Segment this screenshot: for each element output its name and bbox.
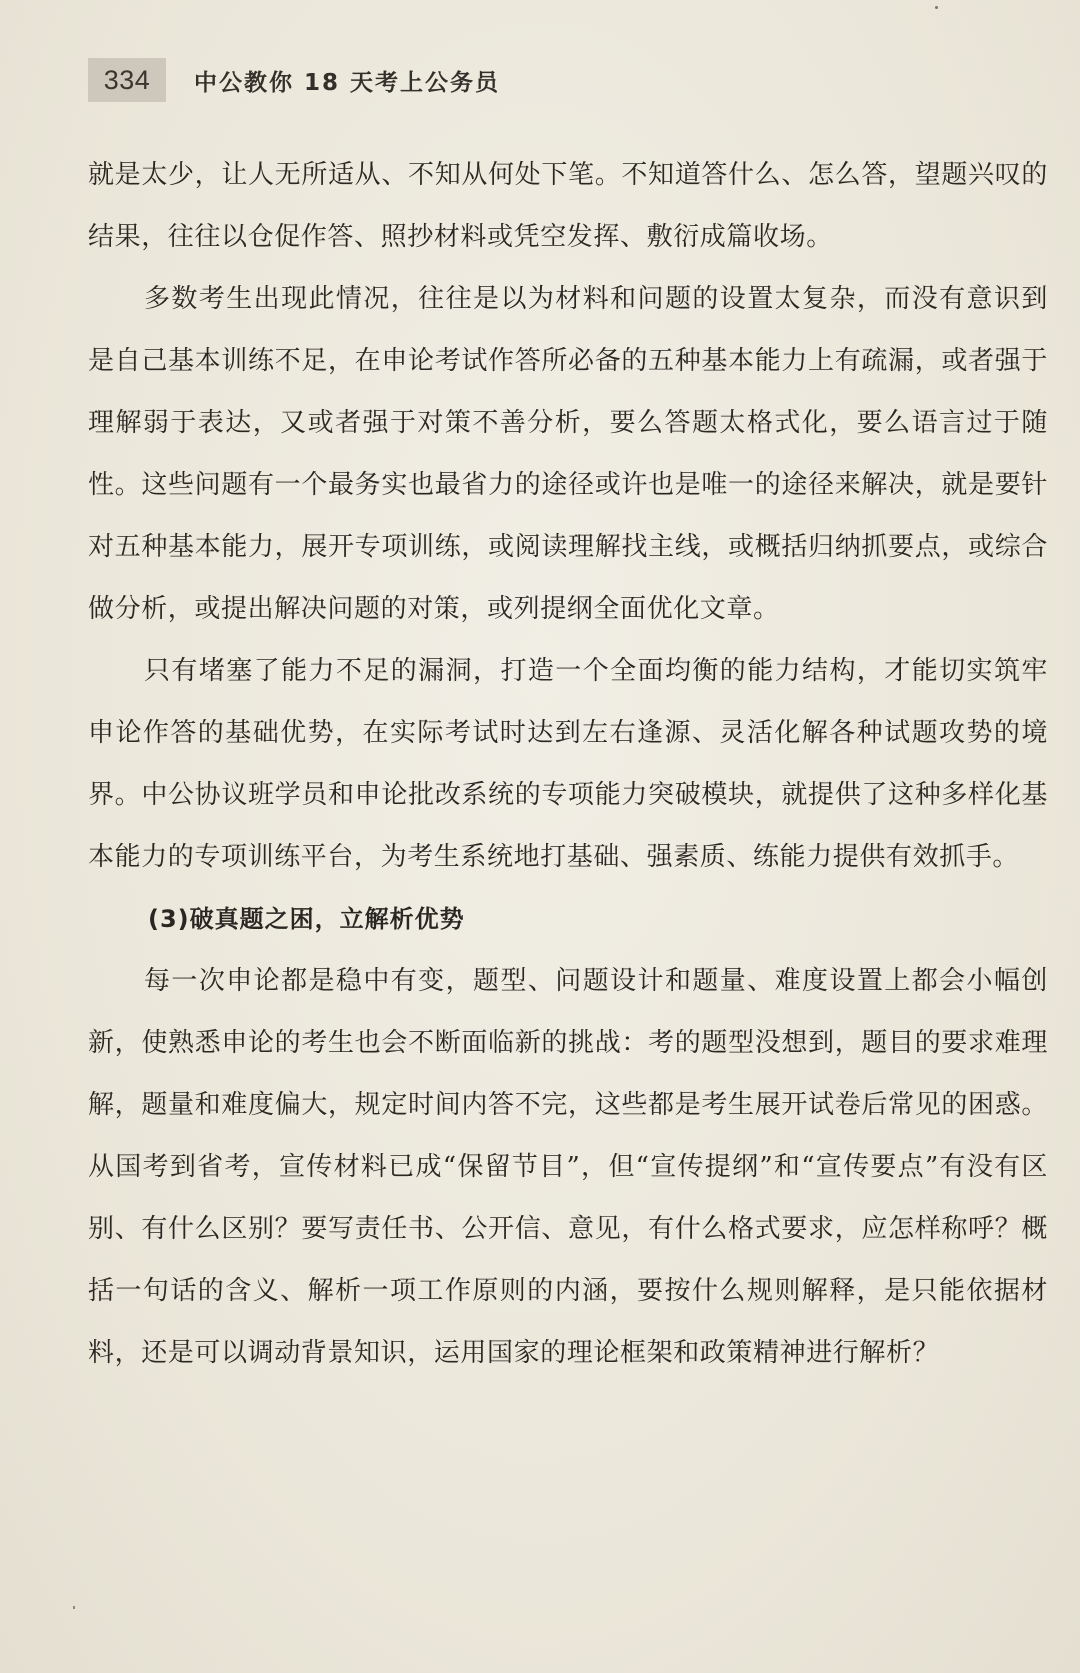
scan-speck-bottom [73, 1606, 75, 1609]
scan-speck [935, 6, 938, 9]
paragraph-1: 就是太少，让人无所适从、不知从何处下笔。不知道答什么、怎么答，望题兴叹的结果，往往以仓促作答、照抄材料或凭空发挥、敷衍成篇收场。 [88, 160, 1048, 252]
page-number: 334 [88, 58, 166, 102]
book-title: 中公教你 18 天考上公务员 [194, 69, 501, 96]
paragraph-2: 多数考生出现此情况，往往是以为材料和问题的设置太复杂，而没有意识到是自己基本训练不足，在申论考试作答所必备的五种基本能力上有疏漏，或者强于理解弱于表达，又或者强于对策不善分析，要么答题太格式化，要么语言过于随性。这些问题有一个最务实也最省力的途径或许也是唯一的途径来解决，就是要针对五种基本能力，展开专项训练，或阅读理解找主线，或概括归纳抓要点，或综合做分析，或提出解决问题的对策，或列提纲全面优化文章。 [88, 284, 1048, 624]
running-header [88, 58, 500, 102]
paragraph-4: 每一次申论都是稳中有变，题型、问题设计和题量、难度设置上都会小幅创新，使熟悉申论的考生也会不断面临新的挑战：考的题型没想到，题目的要求难理解，题量和难度偏大，规定时间内答不完，这些都是考生展开试卷后常见的困惑。从国考到省考，宣传材料已成“保留节目”，但“宣传提纲”和“宣传要点”有没有区别、有什么区别？要写责任书、公开信、意见，有什么格式要求，应怎样称呼？概括一句话的含义、解析一项工作原则的内涵，要按什么规则解释，是只能依据材料，还是可以调动背景知识，运用国家的理论框架和政策精神进行解析？ [88, 966, 1048, 1368]
section-subheading: (3)破真题之困，立解析优势 [148, 905, 465, 933]
body-text [88, 144, 1048, 1384]
paragraph-3: 只有堵塞了能力不足的漏洞，打造一个全面均衡的能力结构，才能切实筑牢申论作答的基础优势，在实际考试时达到左右逢源、灵活化解各种试题攻势的境界。中公协议班学员和申论批改系统的专项能力突破模块，就提供了这种多样化基本能力的专项训练平台，为考生系统地打基础、强素质、练能力提供有效抓手。 [88, 656, 1048, 872]
